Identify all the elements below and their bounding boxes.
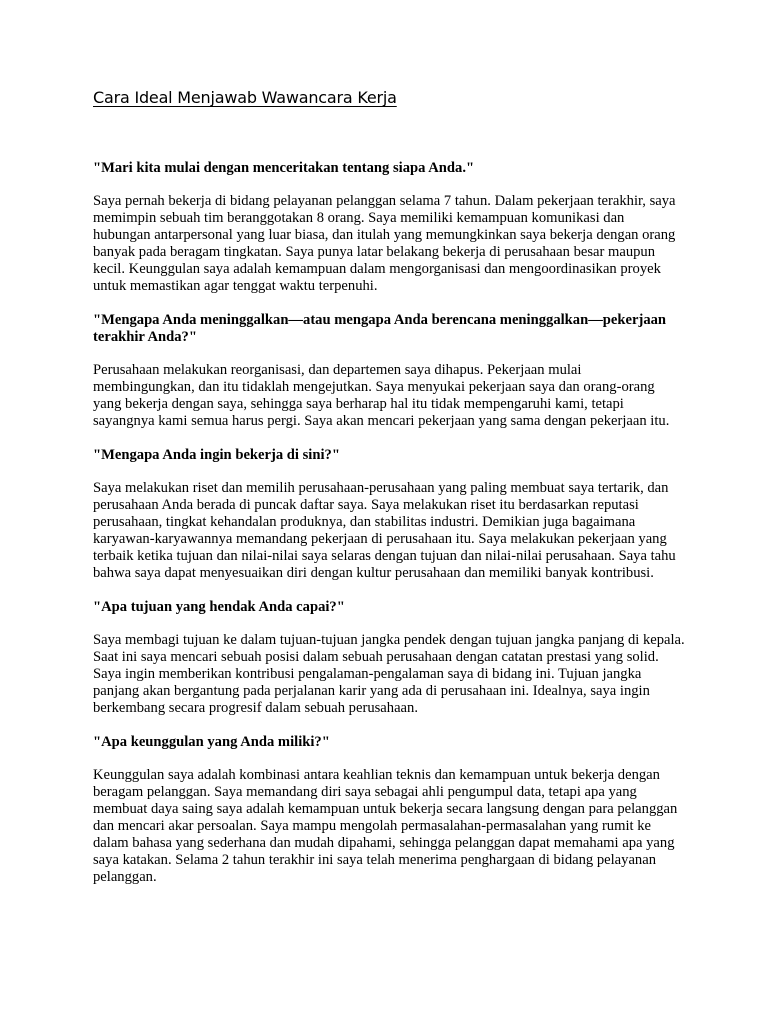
question-heading: "Apa keunggulan yang Anda miliki?": [93, 734, 330, 750]
answer-paragraph: Keunggulan saya adalah kombinasi antara keahlian teknis dan kemampuan untuk bekerja dengan beragam pelanggan. Saya memandang diri saya sebagai ahli pengumpul data, tetapi apa yang membuat daya saing saya adalah kemampuan untuk bekerja secara langsung dengan para pelanggan dan mencari akar persoalan. Saya mampu mengolah permasalahan-permasalahan yang rumit ke dalam bahasa yang sederhana dan mudah dipahami, sehingga pelanggan dapat memahami apa yang saya katakan. Selama 2 tahun terakhir ini saya telah menerima penghargaan di bidang pelayanan pelanggan.: [93, 767, 678, 885]
question-heading: "Mengapa Anda ingin bekerja di sini?": [93, 447, 340, 463]
question-heading: "Mari kita mulai dengan menceritakan tentang siapa Anda.": [93, 160, 475, 176]
answer-paragraph: Perusahaan melakukan reorganisasi, dan departemen saya dihapus. Pekerjaan mulai membingungkan, dan itu tidaklah mengejutkan. Saya menyukai pekerjaan saya dan orang-orang yang bekerja dengan saya, sehingga saya berharap hal itu tidak mempengaruhi kami, tetapi sayangnya kami semua harus pergi. Saya akan mencari pekerjaan yang sama dengan pekerjaan itu.: [93, 362, 670, 429]
answer-paragraph: Saya pernah bekerja di bidang pelayanan pelanggan selama 7 tahun. Dalam pekerjaan terakhir, saya memimpin sebuah tim beranggotakan 8 orang. Saya memiliki kemampuan komunikasi dan hubungan antarpersonal yang luar biasa, dan itulah yang memungkinkan saya bekerja dengan orang banyak pada beragam tingkatan. Saya punya latar belakang bekerja di perusahaan besar maupun kecil. Keunggulan saya adalah kemampuan dalam mengorganisasi dan mengoordinasikan proyek untuk memastikan agar tenggat waktu terpenuhi.: [93, 193, 676, 294]
question-heading: "Mengapa Anda meninggalkan—atau mengapa Anda berencana meninggalkan—pekerjaan terakhir Anda?": [93, 312, 667, 345]
answer-paragraph: Saya melakukan riset dan memilih perusahaan-perusahaan yang paling membuat saya tertarik, dan perusahaan Anda berada di puncak daftar saya. Saya melakukan riset itu berdasarkan reputasi perusahaan, tingkat kehandalan produknya, dan stabilitas industri. Demikian juga bagaimana karyawan-karyawannya memandang pekerjaan di perusahaan itu. Saya melakukan pekerjaan yang terbaik ketika tujuan dan nilai-nilai saya selaras dengan tujuan dan nilai-nilai perusahaan. Saya tahu bahwa saya dapat menyesuaikan diri dengan kultur perusahaan dan memiliki banyak kontribusi.: [93, 480, 676, 581]
document-title: Cara Ideal Menjawab Wawancara Kerja: [93, 88, 397, 107]
question-heading: "Apa tujuan yang hendak Anda capai?": [93, 599, 345, 615]
document-body: [93, 160, 685, 903]
answer-paragraph: Saya membagi tujuan ke dalam tujuan-tujuan jangka pendek dengan tujuan jangka panjang di kepala. Saat ini saya mencari sebuah posisi dalam sebuah perusahaan dengan catatan prestasi yang solid. Saya ingin memberikan kontribusi pengalaman-pengalaman saya di bidang ini. Tujuan jangka panjang akan bergantung pada perjalanan karir yang ada di perusahaan ini. Idealnya, saya ingin berkembang secara progresif dalam sebuah perusahaan.: [93, 632, 685, 716]
